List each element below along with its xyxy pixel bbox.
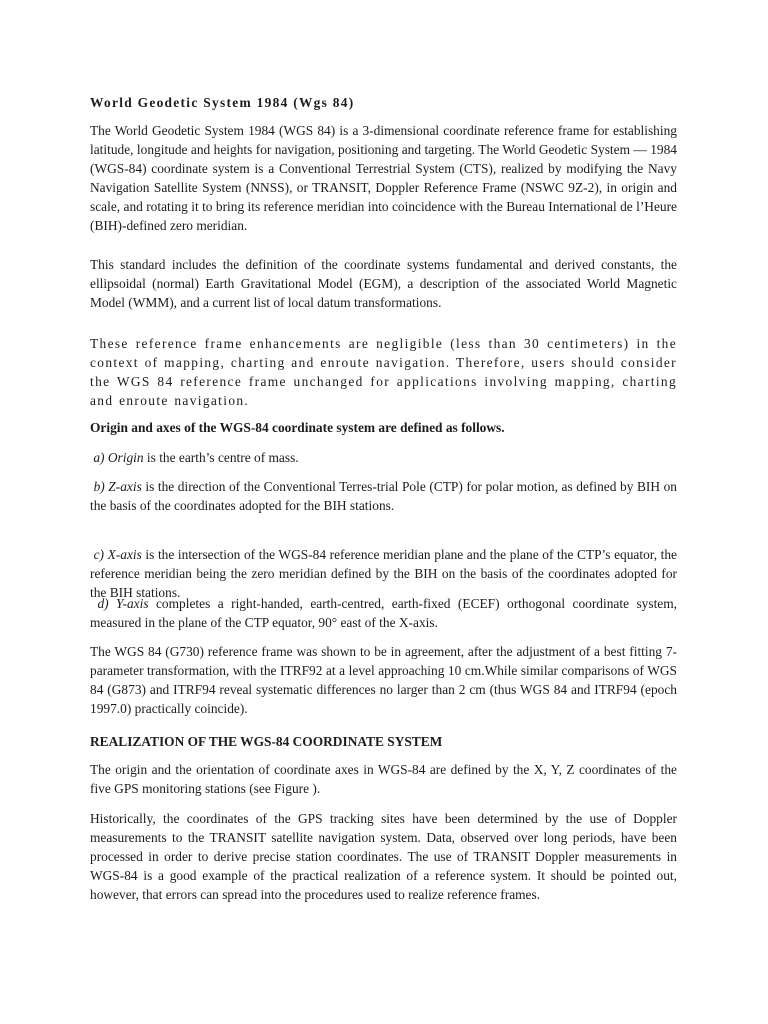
origin-label: a) Origin bbox=[93, 450, 144, 465]
enhancements-paragraph: These reference frame enhancements are negligible (less than 30 centimeters) in the context of mapping, charting and enroute navigation. Therefore, users should consider the WGS 84 reference frame unchanged for applications involving mapping, charting and enroute navigation. bbox=[90, 336, 677, 408]
x-axis-label: c) X-axis bbox=[93, 547, 142, 562]
z-axis-label: b) Z-axis bbox=[93, 479, 142, 494]
y-axis-label: d) Y-axis bbox=[97, 596, 149, 611]
g730-paragraph: The WGS 84 (G730) reference frame was shown to be in agreement, after the adjustment of a best fitting 7-parameter transformation, with the ITRF92 at a level approaching 10 cm.While similar comparisons of WGS 84 (G873) and ITRF94 reveal systematic differences no larger than 2 cm (thus WGS 84 and ITRF94 (epoch 1997.0) practically coincide). bbox=[90, 644, 677, 716]
x-axis-text: is the intersection of the WGS-84 reference meridian plane and the plane of the CTP’s equator, the reference meridian being the zero meridian defined by the BIH on the basis of the coordinates adopted for the BIH stations. bbox=[90, 547, 677, 600]
y-axis-text: completes a right-handed, earth-centred, earth-fixed (ECEF) orthogonal coordinate system, measured in the plane of the CTP equator, 90° east of the X-axis. bbox=[90, 596, 677, 630]
origin-axes-heading: Origin and axes of the WGS-84 coordinate system are defined as follows. bbox=[90, 420, 505, 435]
origin-orientation-paragraph: The origin and the orientation of coordinate axes in WGS-84 are defined by the X, Y, Z coordinates of the five GPS monitoring stations (see Figure ). bbox=[90, 762, 677, 796]
standard-paragraph: This standard includes the definition of the coordinate systems fundamental and derived constants, the ellipsoidal (normal) Earth Gravitational Model (EGM), a description of the associated World Magnetic Model (WMM), and a current list of local datum transformations. bbox=[90, 257, 677, 310]
document-title: World Geodetic System 1984 (Wgs 84) bbox=[90, 95, 355, 110]
realization-heading: REALIZATION OF THE WGS-84 COORDINATE SYSTEM bbox=[90, 734, 443, 749]
origin-text: is the earth’s centre of mass. bbox=[143, 450, 299, 465]
z-axis-text: is the direction of the Conventional Terres-trial Pole (CTP) for polar motion, as defined by BIH on the basis of the coordinates adopted for the BIH stations. bbox=[90, 479, 677, 513]
historical-paragraph: Historically, the coordinates of the GPS tracking sites have been determined by the use of Doppler measurements to the TRANSIT satellite navigation system. Data, observed over long periods, have been processed in order to derive precise station coordinates. The use of TRANSIT Doppler measurements in WGS-84 is a good example of the practical realization of a reference system. It should be pointed out, however, that errors can spread into the procedures used to realize reference frames. bbox=[90, 811, 677, 902]
origin-item bbox=[90, 448, 677, 467]
z-axis-item bbox=[90, 477, 677, 515]
y-axis-item bbox=[90, 594, 677, 632]
intro-paragraph: The World Geodetic System 1984 (WGS 84) is a 3-dimensional coordinate reference frame for establishing latitude, longitude and heights for navigation, positioning and targeting. The World Geodetic System — 1984 (WGS-84) coordinate system is a Conventional Terrestrial System (CTS), realized by modifying the Navy Navigation Satellite System (NNSS), or TRANSIT, Doppler Reference Frame (NSWC 9Z-2), in origin and scale, and rotating it to bring its reference meridian into coincidence with the Bureau International de l’Heure (BIH)-defined zero meridian. bbox=[90, 123, 677, 233]
